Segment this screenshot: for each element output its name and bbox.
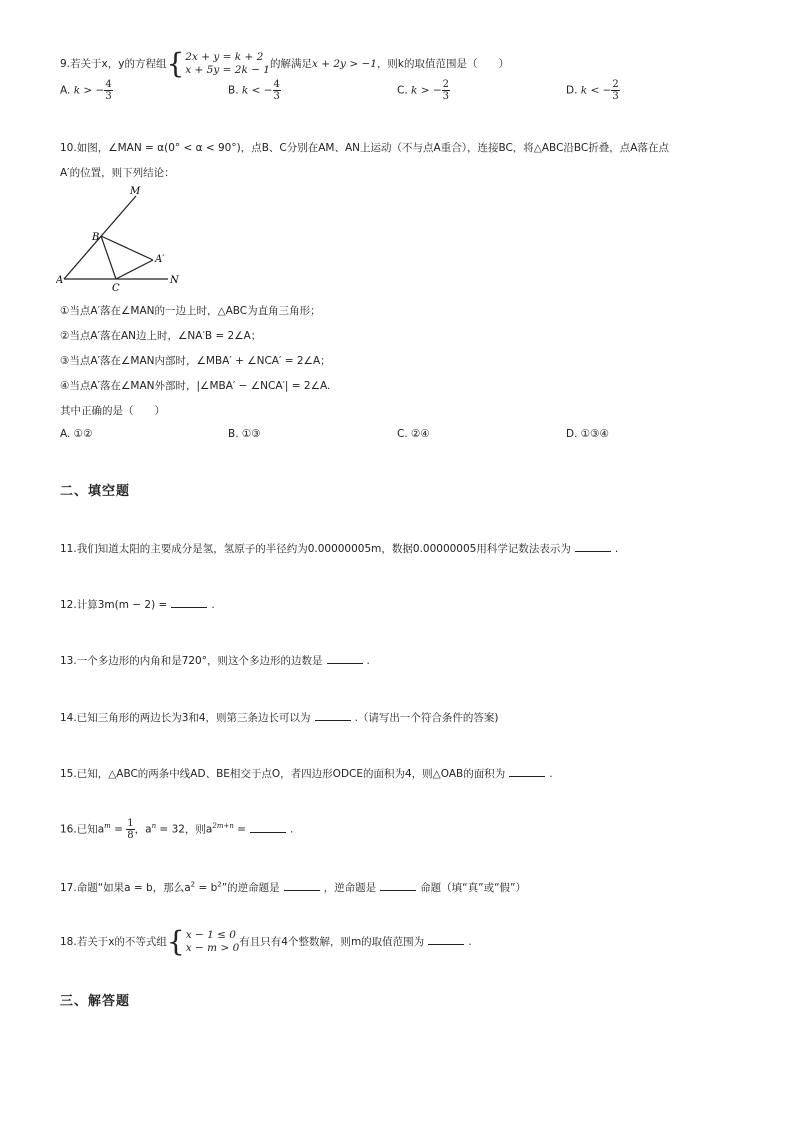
q9-option-b[interactable]: B. k < − $\frac{4}{3}$ [228,79,280,102]
q10-statement-3: ③当点A′落在∠MAN内部时，∠MBA′ + ∠NCA′ = 2∠A； [60,355,331,367]
q13: 13.一个多边形的内角和是720°，则这个多边形的边数是 . [60,655,370,667]
q12-answer-blank[interactable] [171,597,207,608]
q10-statement-1: ①当点A′落在∠MAN的一边上时，△ABC为直角三角形； [60,305,321,317]
q17-answer-blank-2[interactable] [380,880,416,891]
q16: 16.已知$a^m$ = $\frac{1}{8}$ ，$a^n = 32$，则$a^{2m+n}$ = . [60,818,294,841]
q10-option-d[interactable]: D. ①③④ [566,428,609,440]
label-a-prime: A′ [155,254,165,265]
q11: 11.我们知道太阳的主要成分是氢，氢原子的半径约为0.00000005m，数据0.00000005用科学记数法表示为 . [60,543,619,555]
q10-option-c[interactable]: C. ②④ [397,428,430,440]
section-title-fill-in: 二、填空题 [60,484,131,499]
q18-inequality-system: { x − 1 ≤ 0 x − m > 0 [166,925,240,958]
q9-option-a[interactable]: A. k > − $\frac{4}{3}$ [60,79,112,102]
q17: 17.命题“如果a = b，那么$a^2 = b^2$”的逆命题是 ，逆命题是 命题（填“真”或“假”） [60,880,526,894]
q10-stem-line2: A′的位置，则下列结论： [60,167,175,179]
q17-answer-blank-1[interactable] [284,880,320,891]
q10-stem-line1: 10.如图，∠MAN = α(0° < α < 90°)，点B、C分别在AM、AN上运动（不与点A重合），连接BC，将△ABC沿BC折叠，点A落在点 [60,142,669,154]
q10-option-a[interactable]: A. ①② [60,428,93,440]
q18-answer-blank[interactable] [428,934,464,945]
section-title-solve: 三、解答题 [60,994,131,1009]
segment-ca1 [116,260,153,279]
q15: 15.已知，△ABC的两条中线AD、BE相交于点O，者四边形ODCE的面积为4，则△OAB的面积为 . [60,768,553,780]
segment-ba1 [101,236,153,260]
q12: 12.计算3m(m − 2) = . [60,599,215,611]
label-b: B [92,232,100,243]
q14: 14.已知三角形的两边长为3和4，则第三条边长可以为 .（请写出一个符合条件的答案) [60,712,499,724]
q18: 18.若关于x的不等式组 { x − 1 ≤ 0 x − m > 0 有且只有4个整数解，则m的取值范围为 . [60,925,472,958]
q9-stem: 9.若关于x，y的方程组 { 2x + y = k + 2 x + 5y = 2k − 1 的解满足x + 2y > −1，则k的取值范围是（ ） [60,47,510,80]
q10-figure [56,183,186,293]
q11-answer-blank[interactable] [575,541,611,552]
q15-answer-blank[interactable] [509,766,545,777]
q10-option-b[interactable]: B. ①③ [228,428,261,440]
q10-statement-4: ④当点A′落在∠MAN外部时，|∠MBA′ − ∠NCA′| = 2∠A. [60,380,331,392]
q13-answer-blank[interactable] [327,653,363,664]
q9-option-c[interactable]: C. k > − $\frac{2}{3}$ [397,79,450,102]
q10-question: 其中正确的是（ ） [60,405,165,417]
q14-answer-blank[interactable] [315,710,351,721]
label-a: A [56,275,64,286]
label-n: N [170,275,179,286]
q9-option-d[interactable]: D. k < − $\frac{2}{3}$ [566,79,619,102]
label-m: M [130,186,141,197]
q10-statement-2: ②当点A′落在AN边上时，∠NA′B = 2∠A； [60,330,262,342]
q16-answer-blank[interactable] [250,822,286,833]
label-c: C [112,283,120,293]
q9-equation-system: { 2x + y = k + 2 x + 5y = 2k − 1 [166,47,270,80]
